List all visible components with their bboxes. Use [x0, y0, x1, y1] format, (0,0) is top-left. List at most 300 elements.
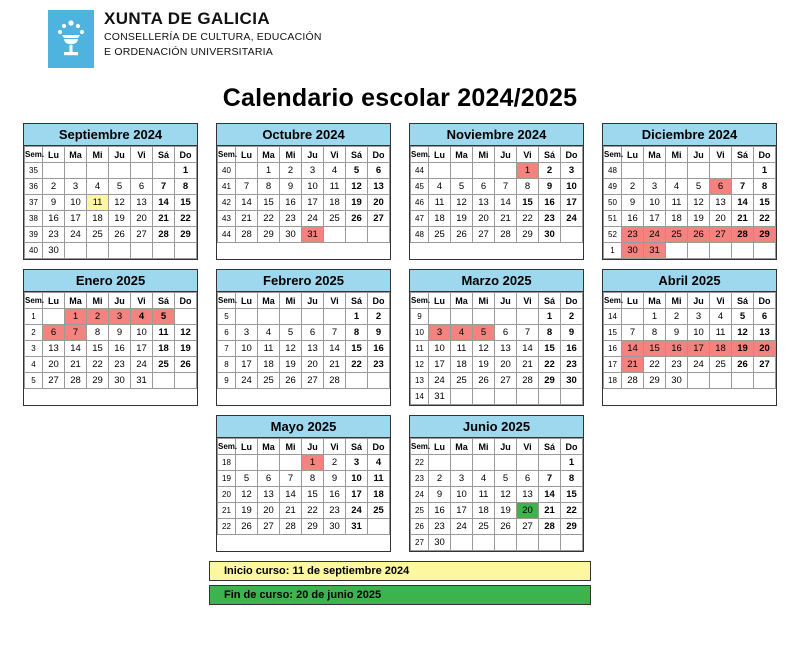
week-row [218, 471, 390, 487]
day-cell: 25 [324, 211, 346, 227]
day-cell: 2 [666, 309, 688, 325]
day-cell: 23 [622, 227, 644, 243]
weekday-header: Sá [539, 147, 561, 163]
weekday-header: Ma [258, 439, 280, 455]
day-cell: 30 [622, 243, 644, 259]
week-number-cell: 25 [411, 503, 429, 519]
day-cell: 9 [368, 325, 390, 341]
weekday-header: Ma [451, 293, 473, 309]
day-cell: 18 [368, 487, 390, 503]
day-cell: 17 [65, 211, 87, 227]
day-cell: 4 [131, 309, 153, 325]
day-cell: 23 [280, 211, 302, 227]
weekday-header: Ma [65, 293, 87, 309]
day-cell [175, 373, 197, 389]
day-cell: 3 [644, 179, 666, 195]
galicia-chalice-icon [56, 19, 86, 59]
day-cell: 19 [109, 211, 131, 227]
day-cell: 13 [473, 195, 495, 211]
day-cell [473, 455, 495, 471]
day-cell: 13 [258, 487, 280, 503]
weekday-header: Lu [43, 293, 65, 309]
day-cell [754, 373, 776, 389]
day-cell: 3 [346, 455, 368, 471]
month-title: Marzo 2025 [410, 270, 583, 292]
day-cell: 27 [258, 519, 280, 535]
day-cell: 6 [368, 163, 390, 179]
week-number-cell: 51 [604, 211, 622, 227]
weekday-header: Ju [495, 293, 517, 309]
week-number-cell: 52 [604, 227, 622, 243]
day-cell [368, 373, 390, 389]
day-cell: 28 [153, 227, 175, 243]
day-cell: 14 [622, 341, 644, 357]
weekday-header: Vi [131, 293, 153, 309]
week-number-cell: 12 [411, 357, 429, 373]
week-row [218, 373, 390, 389]
weekday-header: Lu [236, 293, 258, 309]
day-cell: 3 [109, 309, 131, 325]
day-cell: 18 [153, 341, 175, 357]
weekday-header: Mi [666, 147, 688, 163]
day-cell: 21 [280, 503, 302, 519]
day-cell: 2 [429, 471, 451, 487]
day-cell: 29 [175, 227, 197, 243]
day-cell: 22 [517, 211, 539, 227]
day-cell: 25 [666, 227, 688, 243]
day-cell: 22 [175, 211, 197, 227]
day-cell: 7 [65, 325, 87, 341]
week-number-cell: 22 [218, 519, 236, 535]
day-cell [688, 163, 710, 179]
week-row [411, 389, 583, 405]
day-cell: 22 [87, 357, 109, 373]
day-cell: 20 [131, 211, 153, 227]
day-cell: 9 [280, 179, 302, 195]
day-cell [622, 309, 644, 325]
day-cell: 31 [429, 389, 451, 405]
day-cell: 3 [561, 163, 583, 179]
weekday-header: Sá [153, 147, 175, 163]
weekday-header: Vi [517, 147, 539, 163]
week-row [25, 243, 197, 259]
day-cell: 9 [561, 325, 583, 341]
day-cell [710, 243, 732, 259]
day-cell: 7 [622, 325, 644, 341]
day-cell: 1 [644, 309, 666, 325]
week-number-cell: 14 [411, 389, 429, 405]
day-cell: 7 [153, 179, 175, 195]
day-cell: 26 [732, 357, 754, 373]
day-cell: 18 [324, 195, 346, 211]
weekday-header: Vi [131, 147, 153, 163]
day-cell: 27 [43, 373, 65, 389]
day-cell [451, 455, 473, 471]
month-title: Enero 2025 [24, 270, 197, 292]
day-cell: 3 [429, 325, 451, 341]
day-cell [561, 389, 583, 405]
day-cell: 11 [473, 487, 495, 503]
weekday-header-row [218, 293, 390, 309]
week-number-cell: 50 [604, 195, 622, 211]
weekday-header: Sá [539, 439, 561, 455]
day-cell: 31 [346, 519, 368, 535]
day-cell: 21 [539, 503, 561, 519]
month-title: Mayo 2025 [217, 416, 390, 438]
day-cell: 17 [131, 341, 153, 357]
day-cell: 16 [539, 195, 561, 211]
day-cell [732, 373, 754, 389]
day-cell: 29 [258, 227, 280, 243]
day-cell: 7 [324, 325, 346, 341]
day-cell: 21 [153, 211, 175, 227]
weekday-header: Mi [473, 293, 495, 309]
week-number-cell: 9 [218, 373, 236, 389]
day-cell [236, 309, 258, 325]
month-card [409, 123, 584, 260]
weekday-header: Ju [495, 147, 517, 163]
day-cell: 15 [754, 195, 776, 211]
day-cell: 24 [346, 503, 368, 519]
day-cell: 24 [65, 227, 87, 243]
weekday-header-row [218, 439, 390, 455]
day-cell: 28 [236, 227, 258, 243]
weekday-header: Mi [87, 293, 109, 309]
day-cell: 1 [517, 163, 539, 179]
day-cell: 7 [236, 179, 258, 195]
week-row [604, 163, 776, 179]
weekday-header: Lu [429, 147, 451, 163]
day-cell [517, 455, 539, 471]
week-row [218, 179, 390, 195]
day-cell: 3 [65, 179, 87, 195]
weekday-header: Ma [644, 147, 666, 163]
xunta-logo [48, 10, 94, 68]
weekday-header: Ma [451, 147, 473, 163]
week-row [411, 163, 583, 179]
weekday-header: Vi [710, 147, 732, 163]
day-cell: 14 [65, 341, 87, 357]
week-row [411, 341, 583, 357]
day-cell: 27 [517, 519, 539, 535]
week-row [218, 519, 390, 535]
week-number-cell: 1 [604, 243, 622, 259]
week-number-cell: 40 [218, 163, 236, 179]
day-cell: 27 [302, 373, 324, 389]
day-cell: 13 [368, 179, 390, 195]
day-cell: 2 [368, 309, 390, 325]
day-cell: 9 [666, 325, 688, 341]
org-text-block [104, 8, 322, 60]
day-cell: 20 [43, 357, 65, 373]
day-cell: 13 [131, 195, 153, 211]
week-row [218, 195, 390, 211]
day-cell [368, 519, 390, 535]
day-cell: 20 [302, 357, 324, 373]
week-number-cell: 48 [411, 227, 429, 243]
weekday-header: Mi [280, 147, 302, 163]
month-card [23, 269, 198, 406]
calendar-row [8, 269, 792, 406]
day-cell: 13 [43, 341, 65, 357]
day-cell: 30 [666, 373, 688, 389]
month-card [216, 415, 391, 552]
day-cell: 23 [43, 227, 65, 243]
day-cell: 26 [175, 357, 197, 373]
day-cell: 20 [754, 341, 776, 357]
day-cell: 20 [258, 503, 280, 519]
day-cell [473, 535, 495, 551]
month-table [24, 146, 197, 259]
day-cell: 8 [302, 471, 324, 487]
week-number-cell: 38 [25, 211, 43, 227]
week-row [25, 341, 197, 357]
day-cell [280, 309, 302, 325]
week-row [25, 357, 197, 373]
day-cell: 28 [280, 519, 302, 535]
day-cell [622, 163, 644, 179]
day-cell: 19 [473, 357, 495, 373]
day-cell: 25 [87, 227, 109, 243]
weekday-header: Vi [710, 293, 732, 309]
day-cell: 4 [451, 325, 473, 341]
month-table [603, 292, 776, 389]
weekday-header: Ma [258, 147, 280, 163]
week-row [411, 309, 583, 325]
month-card [602, 269, 777, 406]
day-cell: 1 [65, 309, 87, 325]
day-cell: 3 [302, 163, 324, 179]
day-cell: 27 [495, 373, 517, 389]
day-cell: 10 [451, 487, 473, 503]
weekday-header: Vi [517, 439, 539, 455]
week-number-cell: 10 [411, 325, 429, 341]
month-table [217, 438, 390, 535]
week-row [25, 195, 197, 211]
month-title: Octubre 2024 [217, 124, 390, 146]
day-cell: 29 [539, 373, 561, 389]
week-row [411, 357, 583, 373]
day-cell: 17 [302, 195, 324, 211]
week-number-cell: 2 [25, 325, 43, 341]
day-cell: 25 [710, 357, 732, 373]
week-row [604, 243, 776, 259]
day-cell [495, 455, 517, 471]
weekday-header: Ma [65, 147, 87, 163]
day-cell [346, 373, 368, 389]
day-cell: 11 [87, 195, 109, 211]
week-row [604, 341, 776, 357]
week-row [604, 325, 776, 341]
weekday-header: Sá [346, 439, 368, 455]
day-cell: 4 [324, 163, 346, 179]
day-cell: 15 [87, 341, 109, 357]
day-cell [429, 455, 451, 471]
weekday-header: Lu [236, 439, 258, 455]
week-number-cell: 7 [218, 341, 236, 357]
day-cell: 5 [236, 471, 258, 487]
day-cell: 29 [644, 373, 666, 389]
day-cell: 11 [710, 325, 732, 341]
day-cell: 12 [495, 487, 517, 503]
day-cell: 20 [473, 211, 495, 227]
weekday-header: Lu [429, 439, 451, 455]
day-cell: 17 [644, 211, 666, 227]
week-number-header: Sem. [411, 147, 429, 163]
day-cell: 1 [754, 163, 776, 179]
day-cell: 10 [688, 325, 710, 341]
day-cell [451, 309, 473, 325]
day-cell: 8 [346, 325, 368, 341]
week-number-header: Sem. [411, 439, 429, 455]
month-table [410, 292, 583, 405]
day-cell: 17 [451, 503, 473, 519]
day-cell: 31 [644, 243, 666, 259]
week-row [218, 455, 390, 471]
day-cell [688, 373, 710, 389]
weekday-header: Sá [346, 147, 368, 163]
day-cell: 10 [561, 179, 583, 195]
day-cell: 30 [539, 227, 561, 243]
week-number-cell: 48 [604, 163, 622, 179]
day-cell: 29 [517, 227, 539, 243]
day-cell: 28 [324, 373, 346, 389]
day-cell [368, 227, 390, 243]
week-number-cell: 49 [604, 179, 622, 195]
month-card [409, 415, 584, 552]
week-number-header: Sem. [411, 293, 429, 309]
day-cell: 19 [346, 195, 368, 211]
week-row [604, 195, 776, 211]
day-cell [280, 455, 302, 471]
day-cell: 28 [732, 227, 754, 243]
day-cell: 5 [688, 179, 710, 195]
day-cell: 27 [473, 227, 495, 243]
week-row [25, 211, 197, 227]
day-cell: 23 [539, 211, 561, 227]
day-cell: 11 [324, 179, 346, 195]
day-cell: 9 [429, 487, 451, 503]
day-cell: 14 [517, 341, 539, 357]
day-cell: 5 [732, 309, 754, 325]
day-cell: 15 [258, 195, 280, 211]
week-row [218, 227, 390, 243]
day-cell: 4 [666, 179, 688, 195]
day-cell: 16 [43, 211, 65, 227]
day-cell: 18 [666, 211, 688, 227]
day-cell [710, 163, 732, 179]
week-row [25, 179, 197, 195]
day-cell: 14 [153, 195, 175, 211]
day-cell: 9 [43, 195, 65, 211]
day-cell: 11 [451, 341, 473, 357]
day-cell: 26 [236, 519, 258, 535]
day-cell [258, 309, 280, 325]
day-cell: 9 [324, 471, 346, 487]
week-number-cell: 42 [218, 195, 236, 211]
day-cell: 2 [561, 309, 583, 325]
day-cell [324, 227, 346, 243]
weekday-header: Sá [346, 293, 368, 309]
day-cell [451, 163, 473, 179]
week-row [25, 325, 197, 341]
weekday-header: Sá [539, 293, 561, 309]
day-cell: 8 [517, 179, 539, 195]
day-cell: 1 [175, 163, 197, 179]
day-cell: 18 [473, 503, 495, 519]
week-row [25, 227, 197, 243]
day-cell [644, 163, 666, 179]
week-number-header: Sem. [218, 293, 236, 309]
weekday-header-row [411, 147, 583, 163]
day-cell [302, 309, 324, 325]
day-cell: 21 [65, 357, 87, 373]
day-cell [710, 373, 732, 389]
day-cell: 24 [236, 373, 258, 389]
week-number-cell: 46 [411, 195, 429, 211]
day-cell [539, 535, 561, 551]
day-cell [153, 243, 175, 259]
day-cell: 26 [495, 519, 517, 535]
day-cell: 8 [87, 325, 109, 341]
day-cell [324, 309, 346, 325]
day-cell: 14 [495, 195, 517, 211]
day-cell: 6 [495, 325, 517, 341]
day-cell: 25 [451, 373, 473, 389]
day-cell [561, 535, 583, 551]
day-cell: 12 [732, 325, 754, 341]
day-cell: 23 [666, 357, 688, 373]
day-cell: 16 [280, 195, 302, 211]
weekday-header: Do [561, 147, 583, 163]
day-cell: 27 [368, 211, 390, 227]
day-cell: 28 [517, 373, 539, 389]
month-card [216, 123, 391, 260]
weekday-header: Do [368, 147, 390, 163]
legend [209, 561, 591, 605]
week-number-cell: 13 [411, 373, 429, 389]
day-cell: 2 [43, 179, 65, 195]
day-cell: 1 [539, 309, 561, 325]
day-cell [109, 243, 131, 259]
day-cell [346, 227, 368, 243]
weekday-header: Ju [109, 147, 131, 163]
day-cell: 16 [561, 341, 583, 357]
day-cell: 4 [429, 179, 451, 195]
month-card [216, 269, 391, 406]
day-cell: 12 [346, 179, 368, 195]
week-row [218, 325, 390, 341]
week-number-cell: 8 [218, 357, 236, 373]
day-cell: 20 [710, 211, 732, 227]
day-cell: 7 [517, 325, 539, 341]
day-cell: 24 [131, 357, 153, 373]
weekday-header: Ma [258, 293, 280, 309]
day-cell: 24 [688, 357, 710, 373]
day-cell: 10 [236, 341, 258, 357]
day-cell [495, 163, 517, 179]
day-cell: 25 [368, 503, 390, 519]
day-cell: 21 [236, 211, 258, 227]
month-title: Diciembre 2024 [603, 124, 776, 146]
day-cell [473, 163, 495, 179]
day-cell: 30 [43, 243, 65, 259]
week-number-cell: 43 [218, 211, 236, 227]
day-cell [429, 309, 451, 325]
day-cell: 6 [43, 325, 65, 341]
day-cell: 11 [429, 195, 451, 211]
weekday-header: Mi [666, 293, 688, 309]
